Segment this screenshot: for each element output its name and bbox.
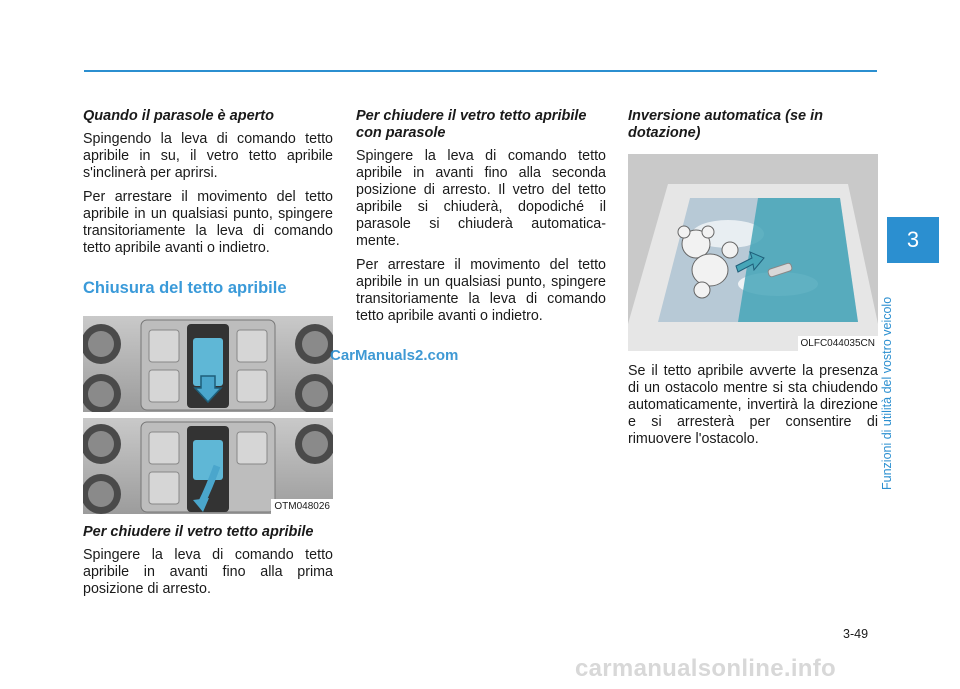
sunroof-switch-figure <box>83 316 333 514</box>
paragraph: Per arrestare il movimento del tetto apribile in un qualsiasi punto, spingere transitoriamente la leva di comando tetto apribile avanti o indietro. <box>83 189 333 256</box>
paragraph: Spingendo la leva di comando tetto apribile in su, il vetro tetto apribile s'inclinerà per aprirsi. <box>83 131 333 181</box>
paragraph: Spingere la leva di comando tetto apribile in avanti fino alla prima posizione di arresto. <box>83 547 333 597</box>
paragraph: Per arrestare il movimento del tetto apribile in un qualsiasi punto, spingere transitoriamente la leva di comando tetto apribile avanti o indietro. <box>356 257 606 324</box>
figure-code: OLFC044035CN <box>798 336 878 351</box>
auto-reverse-figure <box>628 154 878 351</box>
heading-close-with-sunshade: Per chiudere il vetro tetto apribile con parasole <box>356 108 587 141</box>
figure-code: OTM048026 <box>271 499 333 514</box>
watermark-bottom: carmanualsonline.info <box>575 655 837 682</box>
heading-auto-reverse: Inversione automatica (se in dotazione) <box>628 108 824 141</box>
section-title: Chiusura del tetto apribile <box>83 279 287 297</box>
column-3 <box>628 108 878 455</box>
paragraph: Se il tetto apribile avverte la presenza di un ostacolo mentre si sta chiudendo automaticamente, invertirà la direzione e si arresterà per consentire di rimuovere l'ostacolo. <box>628 363 878 447</box>
paragraph: Spingere la leva di comando tetto apribile in avanti fino alla seconda posizione di arresto. Il vetro del tetto apribile si chiuderà, dopodiché il parasole si chiuderà automatica-mente. <box>356 148 606 249</box>
sunroof-obstacle-illustration <box>628 154 878 351</box>
watermark-top: CarManuals2.com <box>330 347 459 364</box>
column-2 <box>356 108 606 332</box>
switch-panel-illustration <box>83 316 333 514</box>
header-rule <box>84 70 877 72</box>
heading-parasole-open: Quando il parasole è aperto <box>83 108 274 124</box>
page-number: 3-49 <box>843 627 869 641</box>
heading-close-glass: Per chiudere il vetro tetto apribile <box>83 524 314 540</box>
chapter-tab: 3 <box>887 217 939 263</box>
chapter-title: Funzioni di utilità del vostro veicolo <box>880 296 894 490</box>
column-1 <box>83 108 333 605</box>
